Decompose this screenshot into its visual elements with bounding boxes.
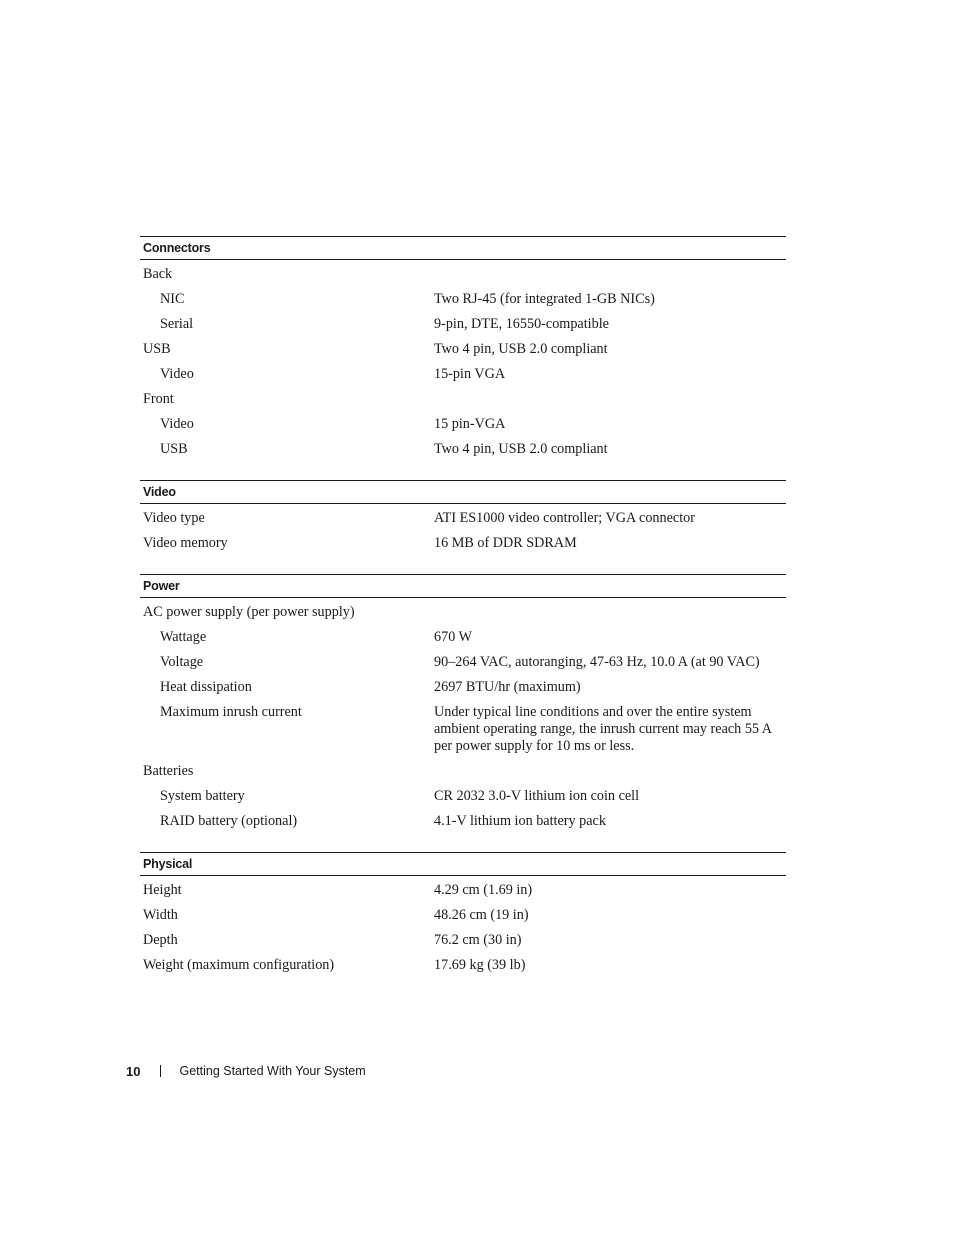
spec-label: Heat dissipation <box>160 679 252 695</box>
spec-section-physical <box>140 852 786 978</box>
spec-row <box>140 809 786 834</box>
spec-value: 16 MB of DDR SDRAM <box>434 535 577 551</box>
spec-value: Two 4 pin, USB 2.0 compliant <box>434 441 608 457</box>
section-heading: Physical <box>140 852 786 876</box>
spec-row <box>140 531 786 556</box>
spec-value: 2697 BTU/hr (maximum) <box>434 679 581 695</box>
spec-label: NIC <box>160 291 185 307</box>
spec-value: 48.26 cm (19 in) <box>434 907 529 923</box>
spec-label: Video <box>160 416 194 432</box>
footer-title: Getting Started With Your System <box>179 1064 366 1078</box>
spec-label: Maximum inrush current <box>160 704 302 720</box>
spec-row <box>140 287 786 312</box>
spec-row <box>140 675 786 700</box>
spec-label: Wattage <box>160 629 207 645</box>
spec-row <box>140 600 786 625</box>
spec-label: Serial <box>160 316 194 332</box>
spec-value: ATI ES1000 video controller; VGA connector <box>434 510 695 526</box>
spec-value: 9-pin, DTE, 16550-compatible <box>434 316 609 332</box>
spec-row <box>140 437 786 462</box>
spec-section-video <box>140 480 786 556</box>
spec-row <box>140 700 786 759</box>
spec-row <box>140 903 786 928</box>
page-number: 10 <box>126 1063 141 1079</box>
spec-label: USB <box>160 441 188 457</box>
spec-row <box>140 387 786 412</box>
spec-value: 17.69 kg (39 lb) <box>434 957 526 973</box>
footer-divider <box>160 1065 161 1077</box>
spec-label: Back <box>143 266 173 282</box>
spec-value <box>434 763 786 780</box>
spec-value: 15-pin VGA <box>434 366 506 382</box>
spec-value: 4.1-V lithium ion battery pack <box>434 813 606 829</box>
spec-row <box>140 953 786 978</box>
spec-label: System battery <box>160 788 245 804</box>
spec-label: Width <box>143 907 178 923</box>
spec-label: USB <box>143 341 171 357</box>
spec-row <box>140 362 786 387</box>
spec-row <box>140 337 786 362</box>
section-heading: Connectors <box>140 236 786 260</box>
spec-label: RAID battery (optional) <box>160 813 298 829</box>
spec-label: Voltage <box>160 654 204 670</box>
spec-label: Video memory <box>143 535 228 551</box>
spec-label: Batteries <box>143 763 194 779</box>
spec-value: 76.2 cm (30 in) <box>434 932 522 948</box>
spec-row <box>140 312 786 337</box>
spec-label: Front <box>143 391 174 407</box>
spec-value: 670 W <box>434 629 472 645</box>
spec-value: Under typical line conditions and over the entire system ambient operating range, the inrush current may reach 55 A per power supply for 10 ms or less. <box>434 704 772 754</box>
spec-row <box>140 262 786 287</box>
spec-row <box>140 878 786 903</box>
spec-value <box>434 604 786 621</box>
spec-row <box>140 784 786 809</box>
section-heading: Power <box>140 574 786 598</box>
page-footer <box>126 1062 366 1080</box>
spec-row <box>140 506 786 531</box>
spec-label: Depth <box>143 932 178 948</box>
section-heading: Video <box>140 480 786 504</box>
spec-row <box>140 928 786 953</box>
spec-section-power <box>140 574 786 834</box>
spec-row <box>140 625 786 650</box>
spec-label: Video <box>160 366 194 382</box>
spec-table <box>140 236 786 996</box>
spec-value: 90–264 VAC, autoranging, 47-63 Hz, 10.0 A (at 90 VAC) <box>434 654 760 670</box>
spec-label: Video type <box>143 510 205 526</box>
spec-label: Weight (maximum configuration) <box>143 957 335 973</box>
spec-value: 4.29 cm (1.69 in) <box>434 882 533 898</box>
spec-value: 15 pin-VGA <box>434 416 506 432</box>
spec-value <box>434 266 786 283</box>
spec-row <box>140 412 786 437</box>
spec-section-connectors <box>140 236 786 462</box>
spec-label: Height <box>143 882 182 898</box>
spec-label: AC power supply (per power supply) <box>143 604 355 620</box>
spec-value: Two 4 pin, USB 2.0 compliant <box>434 341 608 357</box>
spec-row <box>140 759 786 784</box>
spec-value: CR 2032 3.0-V lithium ion coin cell <box>434 788 640 804</box>
spec-value <box>434 391 786 408</box>
spec-row <box>140 650 786 675</box>
spec-value: Two RJ-45 (for integrated 1-GB NICs) <box>434 291 655 307</box>
